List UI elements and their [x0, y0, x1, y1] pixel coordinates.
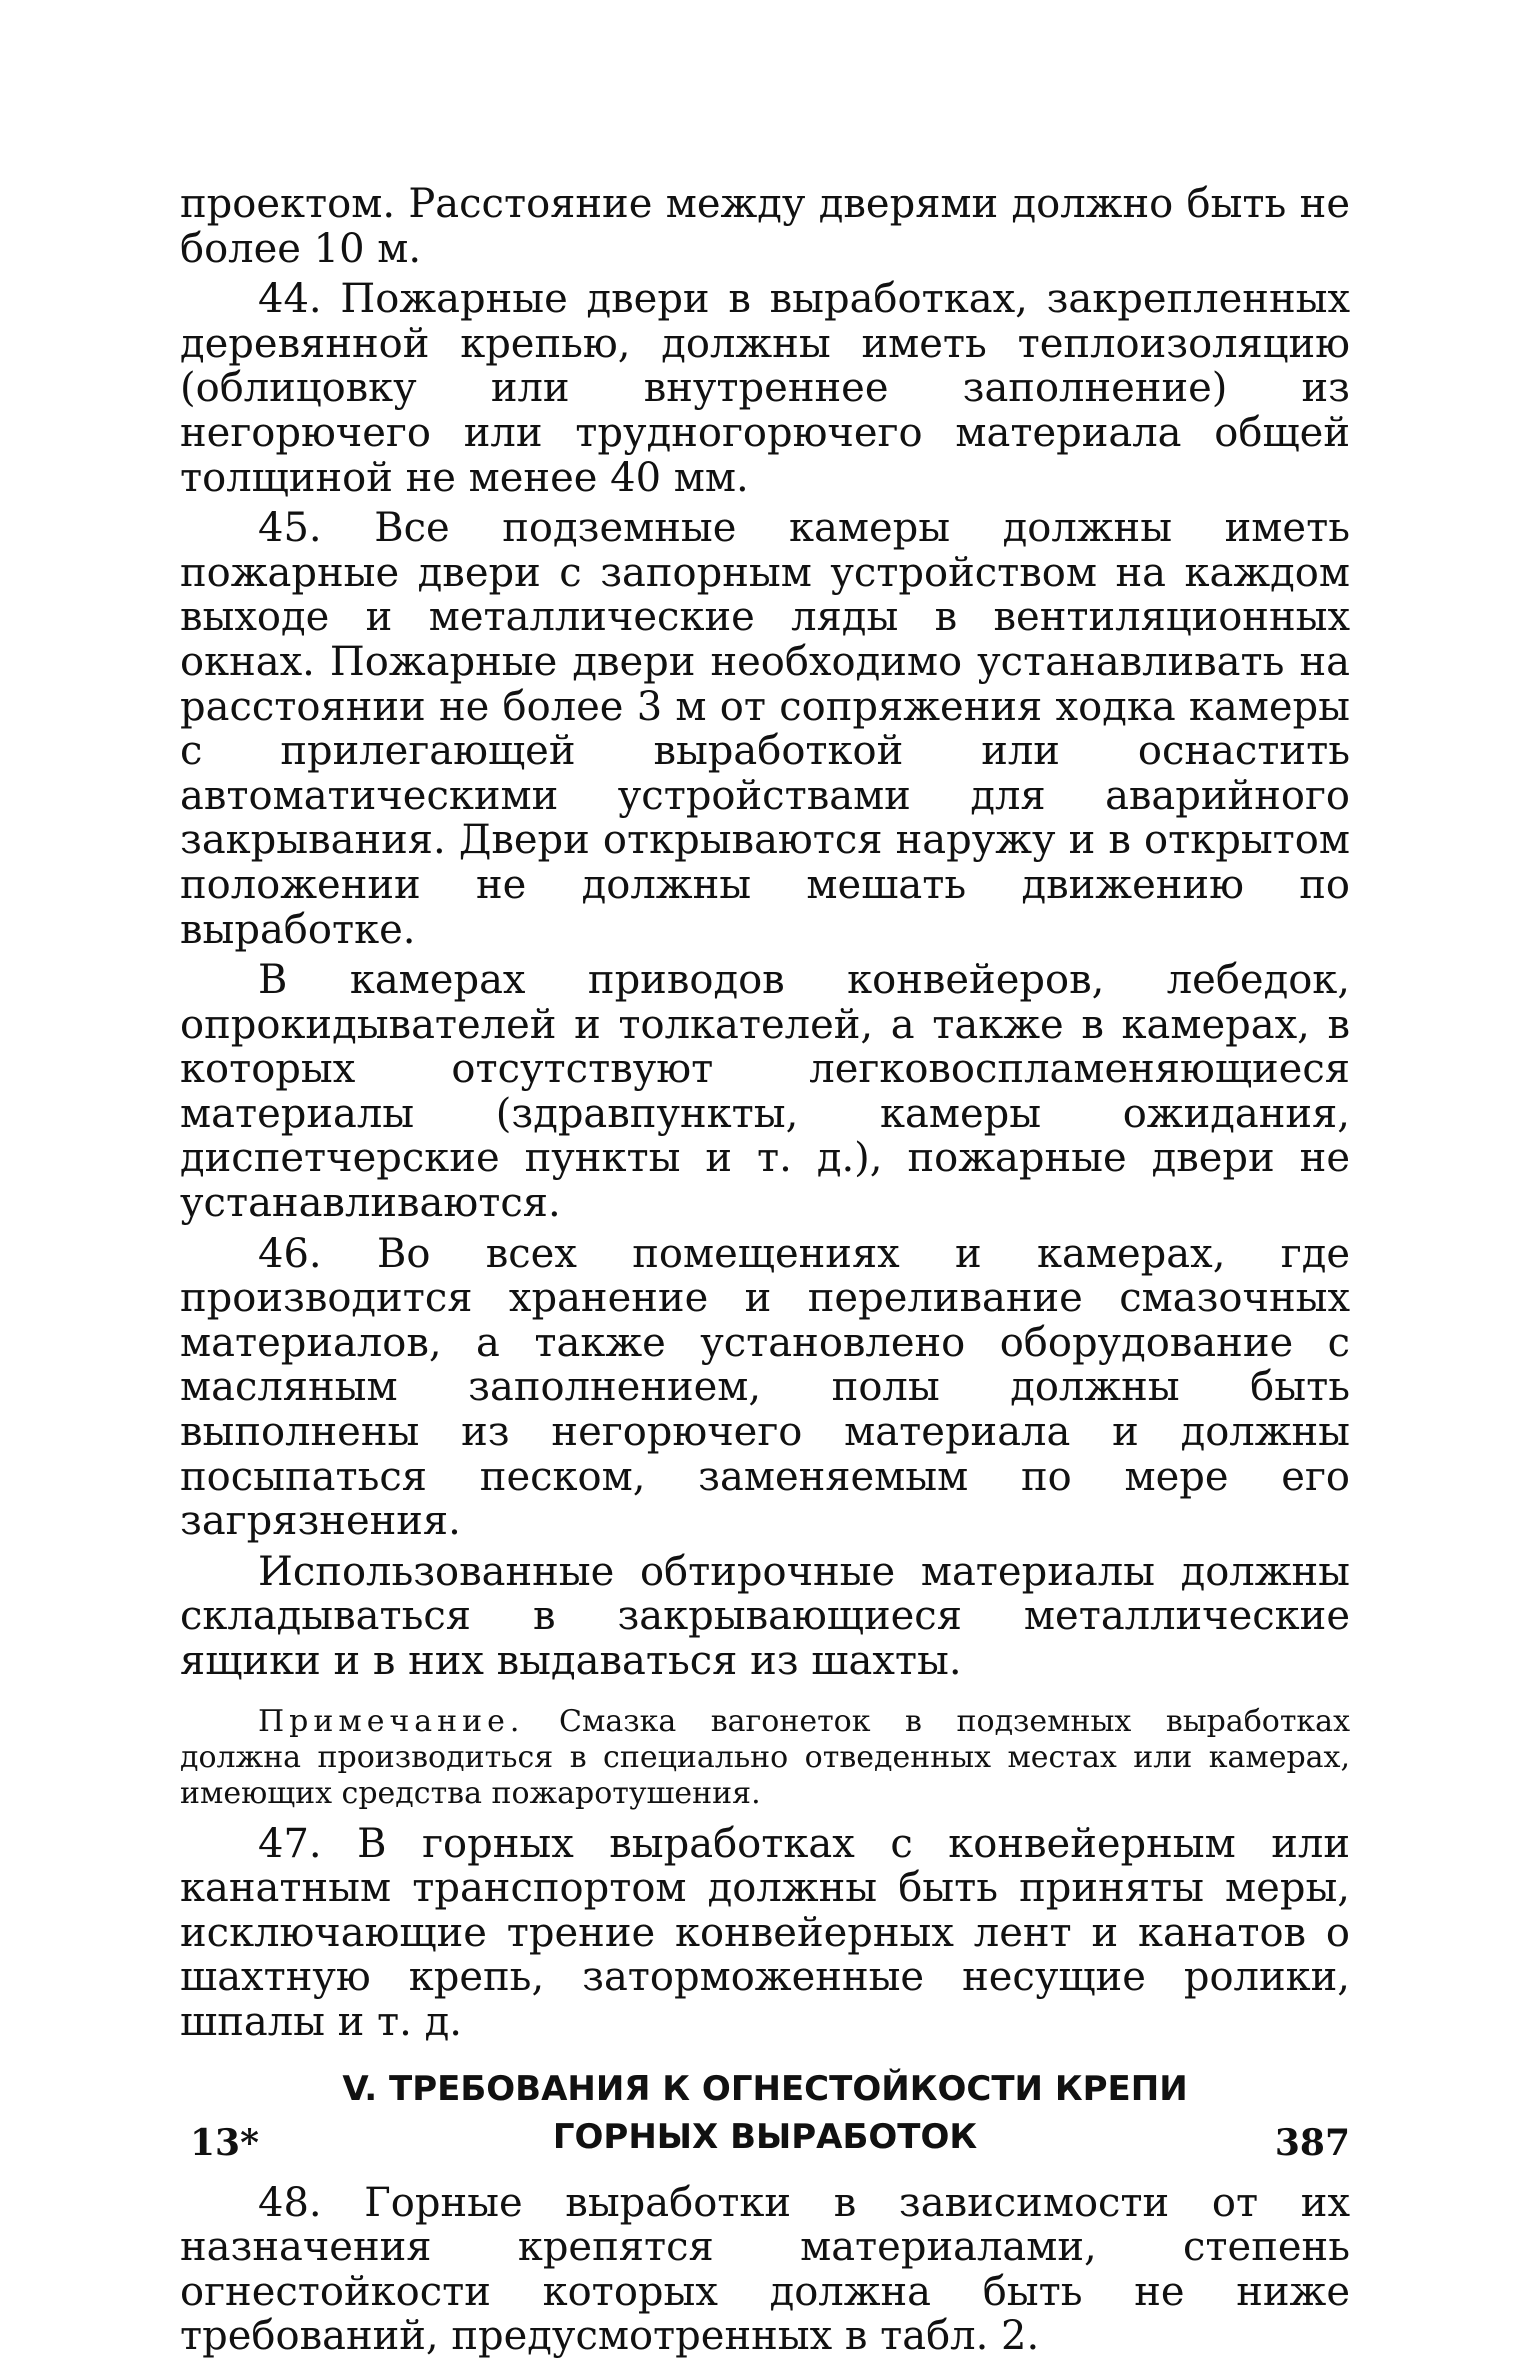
paragraph-44: 44. Пожарные двери в выработках, закрепленных деревянной крепью, должны иметь теплоизоляцию (облицовку или внутреннее заполнение) из негорючего или трудногорючего материала общей толщиной не менее 40 мм.	[180, 276, 1350, 501]
signature-mark: 13*	[190, 2122, 259, 2164]
paragraph-46-wiping-materials: Использованные обтирочные материалы должны складываться в закрывающиеся металлические ящики и в них выдаваться из шахты.	[180, 1548, 1350, 1684]
page-footer	[180, 2122, 1350, 2170]
paragraph-45: 45. Все подземные камеры должны иметь пожарные двери с запорным устройством на каждом выходе и металлические ляды в вентиляционных окнах. Пожарные двери необходимо устанавливать на расстоянии не более 3 м от сопряжения ходка камеры с прилегающей выработкой или оснастить автоматическими устройствами для аварийного закрывания. Двери открываются наружу и в открытом положении не должны мешать движению по выработке.	[180, 505, 1350, 953]
section-heading-line-1: V. ТРЕБОВАНИЯ К ОГНЕСТОЙКОСТИ КРЕПИ	[342, 2068, 1188, 2109]
section-heading-line-2: ГОРНЫХ ВЫРАБОТОК	[552, 2116, 978, 2157]
note-label: Примечание.	[258, 1703, 525, 1739]
note	[180, 1704, 1350, 1812]
page-number: 387	[1274, 2122, 1350, 2164]
note-text: Смазка вагонеток в подземных выработках должна производиться в специально отведенных местах или камерах, имеющих средства пожаротушения.	[180, 1703, 1350, 1811]
paragraph-continuation: проектом. Расстояние между дверями должно быть не более 10 м.	[180, 181, 1350, 272]
page-body	[180, 182, 1350, 2365]
paragraph-45-chambers: В камерах приводов конвейеров, лебедок, опрокидывателей и толкателей, а также в камерах, в которых отсутствуют легковоспламеняющиеся материалы (здравпункты, камеры ожидания, диспетчерские пункты и т. д.), пожарные двери не устанавливаются.	[180, 957, 1350, 1227]
paragraph-46: 46. Во всех помещениях и камерах, где производится хранение и переливание смазочных материалов, а также установлено оборудование с масляным заполнением, полы должны быть выполнены из негорючего материала и должны посыпаться песком, заменяемым по мере его загрязнения.	[180, 1230, 1350, 1545]
paragraph-47: 47. В горных выработках с конвейерным или канатным транспортом должны быть приняты меры, исключающие трение конвейерных лент и канатов о шахтную крепь, заторможенные несущие ролики, шпалы и т. д.	[180, 1820, 1350, 2045]
paragraph-48: 48. Горные выработки в зависимости от их назначения крепятся материалами, степень огнестойкости которых должна быть не ниже требований, предусмотренных в табл. 2.	[180, 2179, 1350, 2360]
